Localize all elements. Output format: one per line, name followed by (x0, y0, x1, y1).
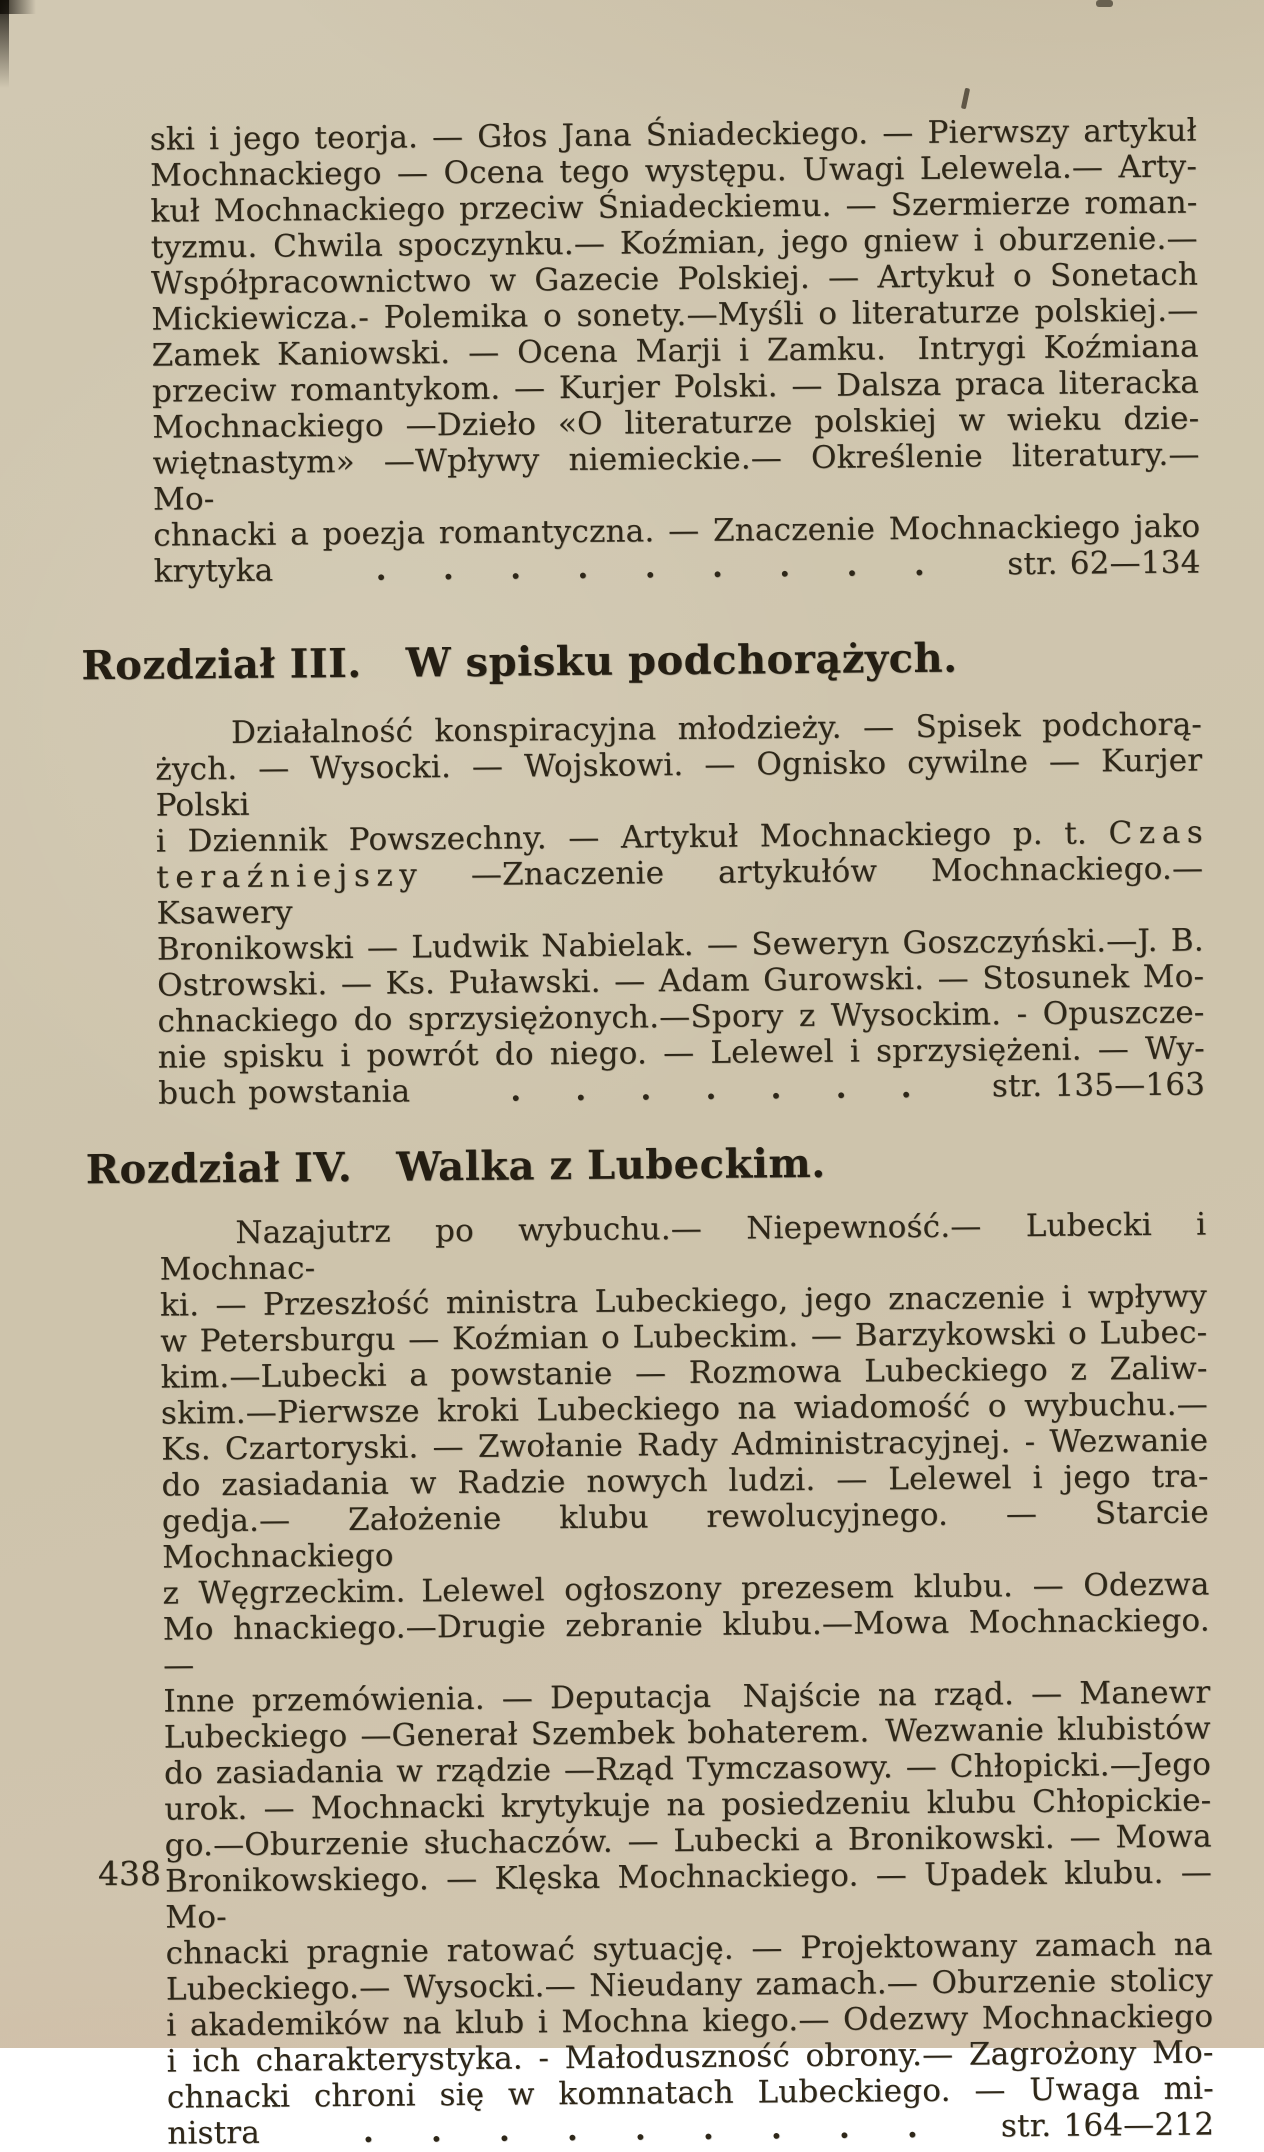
toc-paragraph (150, 113, 1201, 590)
toc-line: Zamek Kaniowski. — Ocena Marji i Zamku. Intrygi Koźmiana (151, 328, 1199, 374)
toc-line: przeciw romantykom. — Kurjer Polski. — Dalsza praca literacka (151, 364, 1200, 410)
toc-line: Bronikowski — Ludwik Nabielak. — Seweryn Goszczyński.—J. B. (156, 922, 1205, 968)
toc-line: ski i jego teorja. — Głos Jana Śniadeckiego. — Pierwszy artykuł (149, 112, 1197, 158)
toc-line: urok. — Mochnacki krytykuje na posiedzeniu klubu Chłopickie- (164, 1782, 1212, 1828)
toc-line: tyzmu. Chwila spoczynku.— Koźmian, jego gniew i oburzenie.— (150, 220, 1198, 266)
toc-line: więtnastym» —Wpływy niemieckie.— Określenie literatury.— Mo- (152, 436, 1200, 518)
toc-line: Mickiewicza.- Polemika o sonety.—Myśli o literaturze polskiej.— (151, 292, 1199, 338)
leader-label: krytyka (153, 552, 274, 590)
leader-dots: . . . . . . . (510, 1069, 912, 1109)
toc-line: Ostrowski. — Ks. Puławski. — Adam Gurowski. — Stosunek Mo- (157, 958, 1205, 1004)
toc-line: Lubeckiego.— Wysocki.— Nieudany zamach.— Oburzenie stolicy (165, 1962, 1214, 2008)
toc-leader-line (153, 545, 1200, 590)
toc-line: kuł Mochnackiego przeciw Śniadeckiemu. — Szermierze roman- (150, 184, 1198, 230)
toc-line: i ich charakterystyka. - Małoduszność obrony.— Zagrożony Mo- (166, 2034, 1214, 2080)
toc-line: Inne przemówienia. — Deputacja Najście na rząd. — Manewr (163, 1674, 1211, 1720)
toc-line: Współpracownictwo w Gazecie Polskiej. — Artykuł o Sonetach (150, 256, 1199, 302)
chapter-number: Rozdział III. (81, 639, 362, 690)
toc-line: żych. — Wysocki. — Wojskowi. — Ognisko cywilne — Kurjer Polski (155, 742, 1203, 824)
leader-dots: . . . . . . . . . (362, 2109, 919, 2150)
page-number: 438 (98, 1854, 161, 1893)
toc-line: skim.—Pierwsze kroki Lubeckiego na wiadomość o wybuchu.— (160, 1386, 1209, 1432)
toc-line: Lubeckiego —Generał Szembek bohaterem. Wezwanie klubistów (163, 1710, 1211, 1756)
toc-line: do zasiadania w rządzie —Rząd Tymczasowy. — Chłopicki.—Jego (163, 1746, 1212, 1792)
toc-line: gedja.— Założenie klubu rewolucyjnego. — Starcie Mochnackiego (161, 1494, 1210, 1576)
toc-line: t e r a ź n i e j s z y —Znaczenie artykułów Mochnackiego.—Ksawery (156, 850, 1204, 932)
leader-page-range: str. 62—134 (1007, 544, 1201, 583)
toc-paragraph (155, 707, 1205, 1112)
chapter-title: W spisku podchorążych. (405, 634, 958, 687)
leader-dots: . . . . . . . . . (375, 546, 926, 588)
toc-line: Mochnackiego — Ocena tego występu. Uwagi Lelewela.— Arty- (149, 148, 1198, 194)
leader-label: nistra (167, 2114, 261, 2152)
toc-line: ki. — Przeszłość ministra Lubeckiego, jego znaczenie i wpływy (159, 1278, 1208, 1324)
toc-line: Działalność konspiracyjna młodzieży. — Spisek podchorą- (230, 706, 1203, 752)
toc-line: chnacki chroni się w komnatach Lubeckiego. — Uwaga mi- (166, 2070, 1215, 2116)
toc-line: Ks. Czartoryski. — Zwołanie Rady Administracyjnej. - Wezwanie (161, 1422, 1209, 1468)
toc-line: w Petersburgu — Koźmian o Lubeckim. — Barzykowski o Lubec- (160, 1314, 1208, 1360)
leader-label: buch powstania (157, 1073, 411, 1112)
chapter-heading (86, 1135, 1206, 1197)
scan-corner-shadow (0, 0, 36, 14)
toc-line: Mochnackiego —Dzieło «O literaturze polskiej w wieku dzie- (152, 400, 1200, 446)
toc-line: Nazajutrz po wybuchu.— Niepewność.— Lubecki i Mochnac- (159, 1206, 1207, 1288)
toc-line: i Dziennik Powszechny. — Artykuł Mochnackiego p. t. C z a s (155, 814, 1204, 860)
toc-line: nie spisku i powrót do niego. — Lelewel i sprzysiężeni. — Wy- (157, 1030, 1205, 1076)
toc-paragraph (159, 1207, 1214, 2152)
chapter-title: Walka z Lubeckim. (396, 1139, 826, 1191)
leader-page-range: str. 164—212 (1000, 2106, 1215, 2145)
toc-line: chnacki a poezja romantyczna. — Znaczenie Mochnackiego jako (153, 508, 1201, 554)
toc-line: Bronikowskiego. — Klęska Mochnackiego. — Upadek klubu. — Mo- (164, 1854, 1213, 1936)
leader-page-range: str. 135—163 (991, 1066, 1206, 1105)
toc-line: i akademików na klub i Mochna kiego.— Odezwy Mochnackiego (166, 1998, 1214, 2044)
chapter-heading (81, 631, 1201, 693)
toc-line: Mo hnackiego.—Drugie zebranie klubu.—Mowa Mochnackiego.— (162, 1602, 1210, 1684)
toc-line: do zasiadania w Radzie nowych ludzi. — Lelewel i jego tra- (161, 1458, 1209, 1504)
chapter-number: Rozdział IV. (85, 1143, 353, 1194)
toc-line: z Węgrzeckim. Lelewel ogłoszony prezesem klubu. — Odezwa (162, 1566, 1210, 1612)
toc-line: chnackiego do sprzysiężonych.—Spory z Wysockim. - Opuszcze- (157, 994, 1205, 1040)
toc-line: go.—Oburzenie słuchaczów. — Lubecki a Bronikowski. — Mowa (164, 1818, 1212, 1864)
toc-leader-line (158, 1067, 1205, 1112)
toc-line: kim.—Lubecki a powstanie — Rozmowa Lubeckiego z Zaliw- (160, 1350, 1208, 1396)
toc-line: chnacki pragnie ratować sytuację. — Projektowany zamach na (165, 1926, 1213, 1972)
